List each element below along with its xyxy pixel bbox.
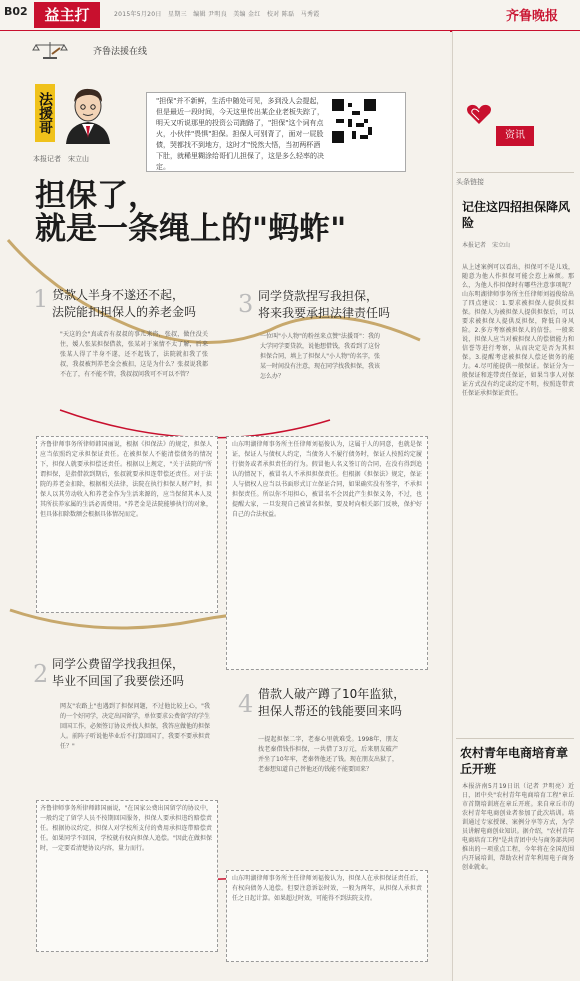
case-number: 1: [33, 285, 49, 313]
intro-text: "担保"并不新鲜，生活中随处可见，多到没人会提起，但是最近一段时间，今天这里传出某企业老板失踪了，明天又听说那里的投资公司跑路了，"担保"这个词有点火，小伙伴"畏惧"担保。担保人可别背了，面对一屁股债，哭都找不到地方，这时才"悦然大悟，当初两杯酒下肚，就稀里糊涂给哥们儿担保了，这是多么轻率的决定。: [156, 97, 324, 171]
qr-code-icon: [332, 99, 376, 143]
case-heading-line: 借款人破产蹲了10年监狱，: [258, 687, 406, 701]
sidebar-news-body: 本报济南5月19日讯（记者 尹明亮）近日，团中央"农村青年电商培育工程"章丘市首期培训班在章丘开班。来自章丘市的农村青年电商创业者参加了此次培训。培训通过专家授课、案例分享等方式，为学员讲解电商创业知识。据介绍，"农村青年电商培育工程"是共青团中央与商务部共同推出的一项重点工程，今年将在全国范围内开展培训，帮助农村青年利用电子商务创业就业。: [462, 783, 574, 871]
case-question: 一位叫"小人物"的粉丝来点赞"法援哥"：我的大学同学要贷款，说他想借钱，我看到了这份担保合同，填上了担保人"小人物"的名字，张某一时间没有注意，现在同学找我担保，我该怎么办？: [260, 333, 380, 380]
lawyer-avatar: [58, 80, 118, 144]
sidebar-article-title: 记住这四招担保降风险: [462, 200, 571, 230]
case-question: 一提起担保二字，老秦心里就难受。1998年，朋友找老秦借钱作担保，一共借了3万元，后来朋友破产并坐了10年牢，老秦替他还了钱。现在朋友出狱了，老秦想知道自己替他还的钱能不能要回来？: [258, 736, 398, 773]
sidebar-reporter: 本报记者 宋立山: [462, 242, 511, 249]
case-heading: [258, 686, 405, 720]
case-heading: [52, 287, 196, 321]
news-tag: 资讯: [496, 126, 534, 146]
scales-of-justice-icon: [30, 40, 70, 60]
column-badge: 法援哥: [35, 84, 55, 142]
case-heading-line: 担保人帮还的钱能要回来吗: [258, 704, 403, 718]
case-answer: 山东明湖律师事务所主任律师刘福俊认为，担保人在承担保证责任后，有权向债务人追偿。但要注意诉讼时效，一般为两年，从担保人承担责任之日起计算。如果超过时效，可能得不到法院支持。: [232, 875, 422, 902]
column-name: 齐鲁法援在线: [93, 47, 148, 57]
sidebar-article-body: 从上述案例可以看出，担保可不是儿戏，随意为他人作担保可能会惹上麻烦。那么，为他人作担保时有哪些注意事项呢？山东明湖律师事务所主任律师刘福俊给出了四点建议：1.要求被担保人提供反担保。担保人为被担保人提供担保后，可以要求被担保人提供反担保，降低自身风险。2.多方考察被担保人的信誉。一般来说，担保人应当对被担保人的偿债能力和信誉等进行考察，从而决定是否为其担保。3.提醒考虑被担保人偿还债务的能力。4.尽可能提供一般保证。保证分为一般保证和连带责任保证，如果当事人对保证方式没有约定或约定不明，按照连带责任保证承担保证责任。: [462, 264, 574, 397]
sidebar-kicker: 头条链接: [456, 178, 484, 186]
case-question: "天这的会"真或否有叔叔的事儿来咨，张叔，做住没关住，媛人张某担保借款，张某对于案情不太了解，后来张某人得了半身不遂，还不起钱了，法院就扣我了张叔，我叔被判养老金会被扣，这是为什么？张叔说我都不在了，有不能不管，我叔叔问我可不可以不管？: [60, 331, 208, 378]
case-heading-line: 毕业不回国了我要偿还吗: [52, 674, 185, 688]
page-code: B02: [4, 5, 28, 18]
case-number: 4: [238, 690, 254, 718]
case-answer: 齐鲁律师事务所律师韩国丽说，"在国家公费出国留学的协议中，一般约定了留学人员不按期回国服务，担保人要承担违约赔偿责任。根据协议约定，担保人对学校所支付的费用承担连带赔偿责任。如果同学不回国，学校就有权向担保人追偿。"因此在做担保时，一定要看清楚协议内容，量力而行。: [40, 805, 212, 852]
case-heading: [52, 656, 184, 690]
case-number: 2: [33, 660, 49, 688]
case-heading-line: 贷款人半身不遂还不起，: [52, 288, 185, 302]
case-answer: 齐鲁律师事务所律师韩国丽说，根据《担保法》的规定，担保人应当依照约定承担保证责任。在被担保人不能清偿债务的情况下，担保人就要承担偿还责任。根据以上规定，"关于法院的"所谓担保，是指借款到期后，张叔就要承担连带偿还责任。对于法院的养老金扣除，根据相关法律，法院在执行担保人财产时，担保人以其劳动收入和养老金作为生活来源的，应当保留其本人及其所扶养家属的生活必需费用。"养老金是法院能够执行的对象，但具体扣除数额会根据具体情况而定。: [40, 441, 212, 518]
case-heading-line: 法院能扣担保人的养老金吗: [52, 305, 197, 319]
section-title: 益主打: [34, 2, 100, 28]
headline-line-1: 担保了，: [35, 178, 159, 214]
case-answer: 山东明湖律师事务所主任律师刘福俊认为，这属于人的同意，也就是保证，保证人与债权人约定，当债务人不履行债务时，保证人按照约定履行债务或者承担责任的行为。假冒他人名义签订的合同，在没有得到追认的情况下，被冒名人不承担担保责任。但根据《担保法》规定，保证人与债权人应当以书面形式订立保证合同，如果确实没有签字，不承担担保责任。所以你不用担心，被冒名不会因此产生担保义务，不过，也提醒大家，一旦发现自己被冒名担保，要及时向相关部门反映，保护好自己的合法权益。: [232, 441, 422, 518]
case-heading-line: 将来我要承担法律责任吗: [258, 306, 391, 320]
headline-line-2: 就是一条绳上的"蚂蚱": [35, 211, 347, 247]
sidebar-divider: [456, 172, 574, 173]
sidebar-divider: [456, 738, 574, 739]
header-meta: 2015年5月20日 星期三 编辑 尹明良 美编 金红 校对 陈磊 马秀霞: [114, 11, 320, 18]
case-heading-line: 同学公费留学找我担保，: [52, 657, 185, 671]
reporter-byline: 本报记者 宋立山: [33, 155, 89, 163]
heart-icon: [466, 103, 492, 125]
case-heading: [258, 288, 390, 322]
case-number: 3: [238, 290, 254, 318]
case-heading-line: 同学贷款捏写我担保，: [258, 289, 379, 303]
case-question: 网友"农路上"也遇到了担保问题，不过他比较上心，"我的一个好同学，决定出国留学，单位要求公费留学的学生回国工作，必须签订协议并找人担保，我答应做他的担保人。前阵子听说他毕业后不打算回国了，我要不要承担责任？": [60, 703, 210, 750]
newspaper-brand: 齐鲁晚报: [506, 9, 559, 24]
sidebar-news-title: 农村青年电商培育章丘开班: [460, 746, 569, 776]
